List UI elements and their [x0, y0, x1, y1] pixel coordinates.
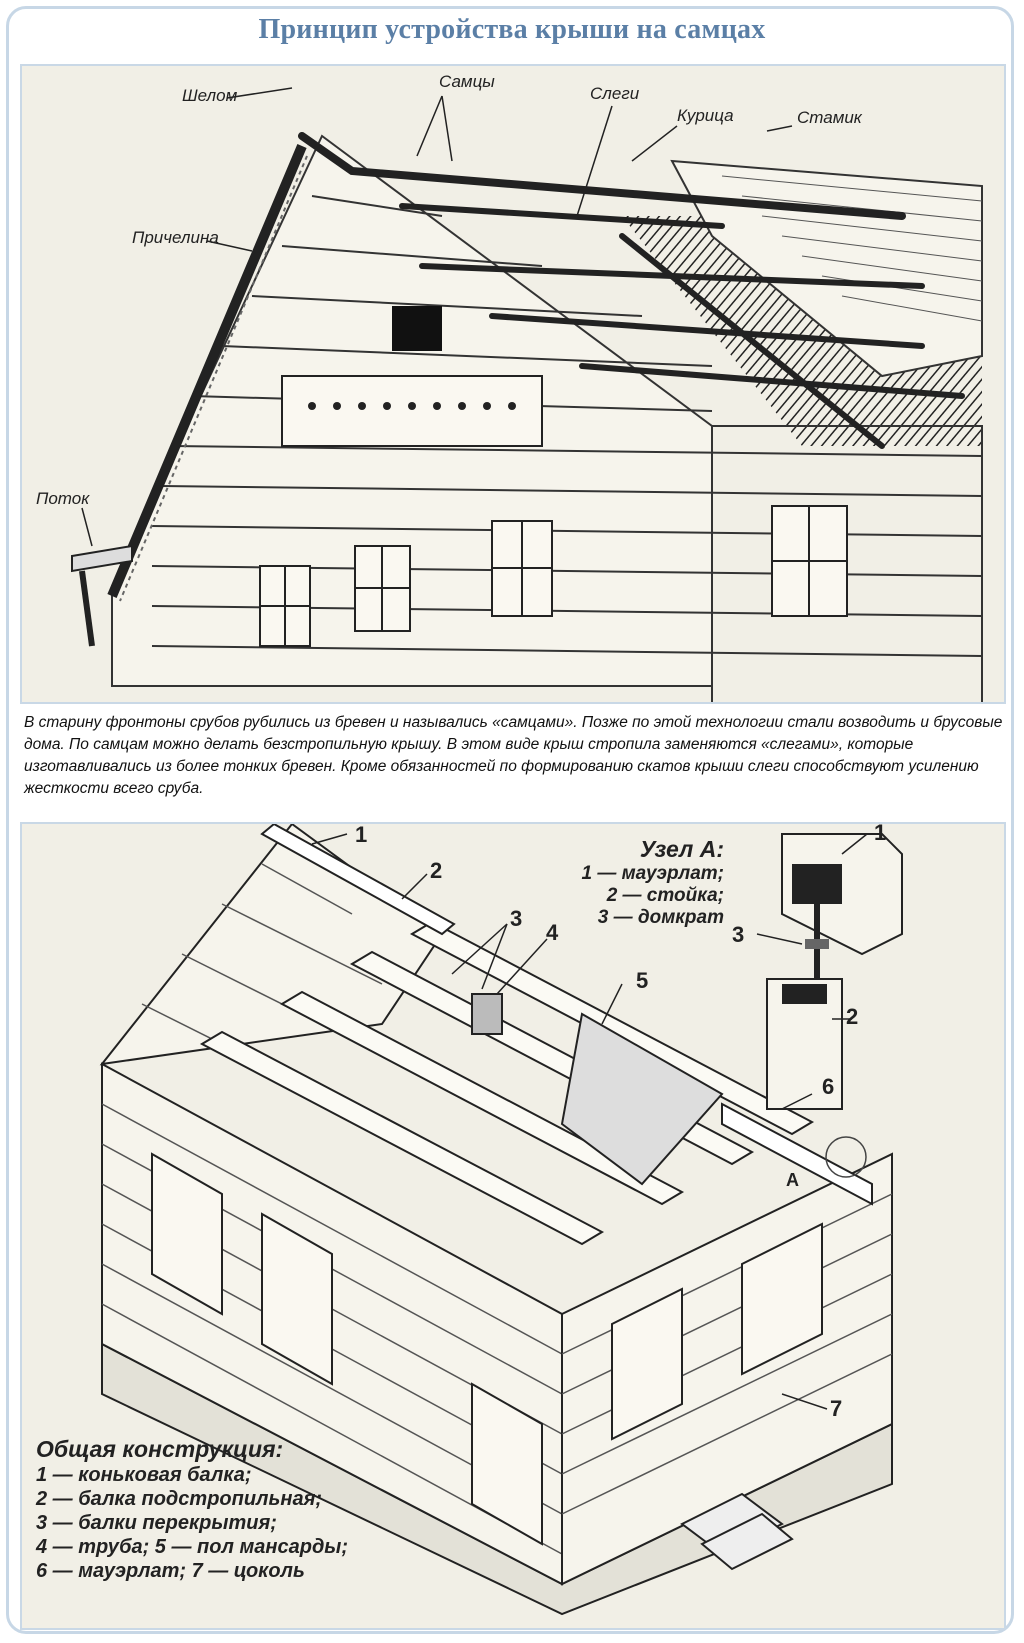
node-a-callout-3: 3 [732, 922, 745, 947]
page-title: Принцип устройства крыши на самцах [258, 14, 766, 45]
label-prichelina: Причелина [132, 228, 219, 247]
label-kuritsa: Курица [677, 106, 734, 125]
callout-1: 1 [355, 822, 368, 847]
general-legend-item: 3 — балки перекрытия; [36, 1512, 277, 1534]
general-legend-item: 2 — балка подстропильная; [36, 1488, 323, 1510]
label-slegi: Слеги [590, 84, 640, 103]
general-legend [36, 1436, 348, 1583]
general-legend-item: 4 — труба; 5 — пол мансарды; [36, 1536, 349, 1558]
node-a-callout-1: 1 [874, 822, 887, 845]
top-illustration [20, 64, 1006, 704]
callout-6: 6 [822, 1074, 835, 1099]
node-a-legend-title: Узел А: [639, 836, 724, 862]
callout-2: 2 [430, 858, 443, 883]
bottom-illustration [20, 822, 1006, 1630]
node-a-legend-item: 2 — стойка; [606, 885, 724, 906]
general-legend-item: 1 — коньковая балка; [36, 1464, 252, 1486]
node-a-legend-item: 1 — мауэрлат; [581, 863, 724, 884]
callout-4: 4 [546, 920, 559, 945]
general-legend-item: 6 — мауэрлат; 7 — цоколь [36, 1560, 305, 1582]
chimney [472, 994, 502, 1034]
label-potok: Поток [36, 489, 90, 508]
callout-3: 3 [510, 906, 523, 931]
callout-7: 7 [830, 1396, 843, 1421]
general-legend-title: Общая конструкция: [36, 1436, 284, 1462]
label-samtsy: Самцы [439, 72, 495, 91]
label-shelom: Шелом [182, 86, 238, 105]
callout-node-a: А [786, 1170, 799, 1190]
balcony [282, 376, 542, 446]
label-stamik: Стамик [797, 108, 862, 127]
node-a-callout-2: 2 [846, 1004, 859, 1029]
log-house-drawing [22, 66, 1006, 704]
node-a-legend-item: 3 — домкрат [597, 907, 724, 928]
callout-5: 5 [636, 968, 649, 993]
node-a-legend [581, 836, 724, 929]
gable-window [392, 306, 442, 351]
caption-text: В старину фронтоны срубов рубились из бревен и назывались «самцами». Позже по этой технологии стали возводить и брусовые дома. По самцам можно делать безстропильную крышу. В этом виде крыш стропила заменяются «слегами», которые изготавливались из более тонких бревен. Кроме обязанностей по формированию скатов крыши слеги способствуют усилению жесткости всего сруба. [24, 714, 1003, 797]
